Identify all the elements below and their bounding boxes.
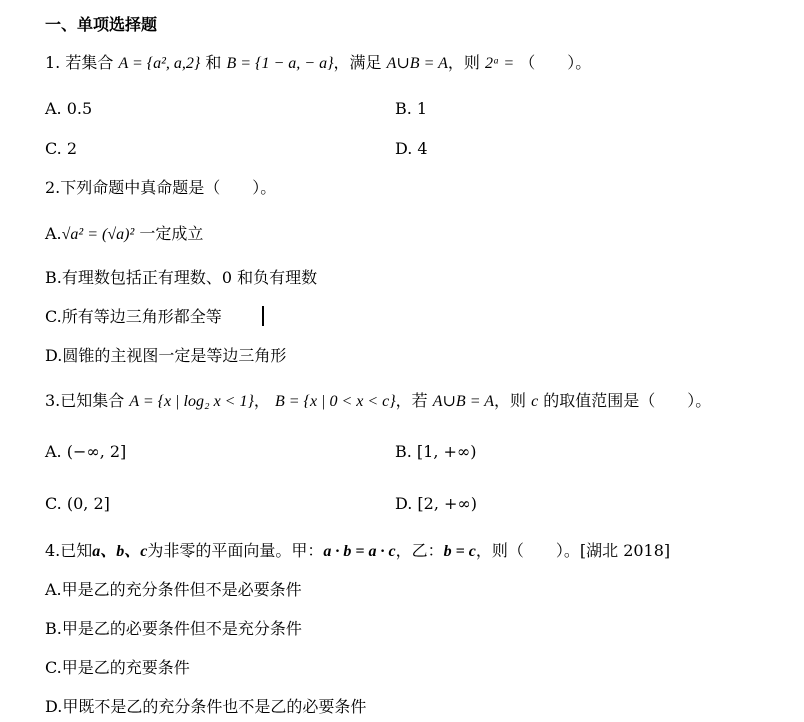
q4-vectors: a、b、c <box>92 543 148 560</box>
question-4-stem <box>45 540 670 563</box>
q1-option-a: A. 0.5 <box>45 99 93 118</box>
q1-option-b: B. 1 <box>395 99 428 118</box>
question-1-stem <box>45 52 591 75</box>
q1-stem-b: 和 <box>205 53 222 72</box>
q4-yi-condition: b = c <box>443 543 476 560</box>
q1-stem-c: ，满足 <box>333 53 382 72</box>
q4-stem-c: ，乙： <box>395 541 444 560</box>
q3-variable: c <box>531 393 539 410</box>
section-title: 一、单项选择题 <box>45 15 158 34</box>
q4-stem-b: 为非零的平面向量。甲： <box>147 541 324 560</box>
q2-option-d: D.圆锥的主视图一定是等边三角形 <box>45 346 287 365</box>
q4-option-d: D.甲既不是乙的充分条件也不是乙的必要条件 <box>45 697 367 716</box>
q4-jia-condition: a · b = a · c <box>323 543 396 560</box>
q2-option-c: C.所有等边三角形都全等 <box>45 307 222 326</box>
q3-set-a: A = {x | log₂ x < 1} <box>129 393 254 410</box>
q1-set-a: A = {a², a,2} <box>118 55 201 72</box>
q2-option-a-prefix: A. <box>45 224 62 243</box>
q1-option-d: D. 4 <box>395 139 428 158</box>
q4-stem-d: ，则（ ）。[湖北 2018] <box>475 541 671 560</box>
q2-option-a <box>45 223 203 246</box>
q4-option-a: A.甲是乙的充分条件但不是必要条件 <box>45 580 302 599</box>
q4-stem-a: 4.已知 <box>45 541 93 560</box>
q1-expression: 2ᵃ = <box>484 55 515 72</box>
q2-option-a-suffix: 一定成立 <box>139 224 204 243</box>
text-cursor <box>262 306 264 326</box>
question-3-stem <box>45 390 711 413</box>
q3-stem-b: ， <box>253 391 270 410</box>
q4-option-b: B.甲是乙的必要条件但不是充分条件 <box>45 619 302 638</box>
q3-stem-e: 的取值范围是（ ）。 <box>543 391 712 410</box>
q2-option-b: B.有理数包括正有理数、0 和负有理数 <box>45 268 318 287</box>
q4-option-c: C.甲是乙的充要条件 <box>45 658 190 677</box>
q3-stem-c: ，若 <box>395 391 428 410</box>
q3-stem-d: ，则 <box>493 391 526 410</box>
q3-condition: A∪B = A <box>432 393 494 410</box>
q1-stem-a: 1. 若集合 <box>45 53 114 72</box>
q3-stem-a: 3.已知集合 <box>45 391 125 410</box>
q2-option-a-math: √a² = (√a)² <box>61 226 135 243</box>
q1-stem-d: ，则 <box>447 53 480 72</box>
q3-option-a: A. (−∞, 2] <box>45 442 127 461</box>
q1-option-c: C. 2 <box>45 139 78 158</box>
q1-set-b: B = {1 − a, − a} <box>226 55 334 72</box>
q1-stem-e: （ ）。 <box>519 53 592 72</box>
q1-condition: A∪B = A <box>386 55 448 72</box>
question-2-stem: 2.下列命题中真命题是（ ）。 <box>45 178 277 197</box>
q3-set-b: B = {x | 0 < x < c} <box>274 393 396 410</box>
q3-option-b: B. [1, +∞) <box>395 442 477 461</box>
q3-option-d: D. [2, +∞) <box>395 494 477 513</box>
q3-option-c: C. (0, 2] <box>45 494 110 513</box>
